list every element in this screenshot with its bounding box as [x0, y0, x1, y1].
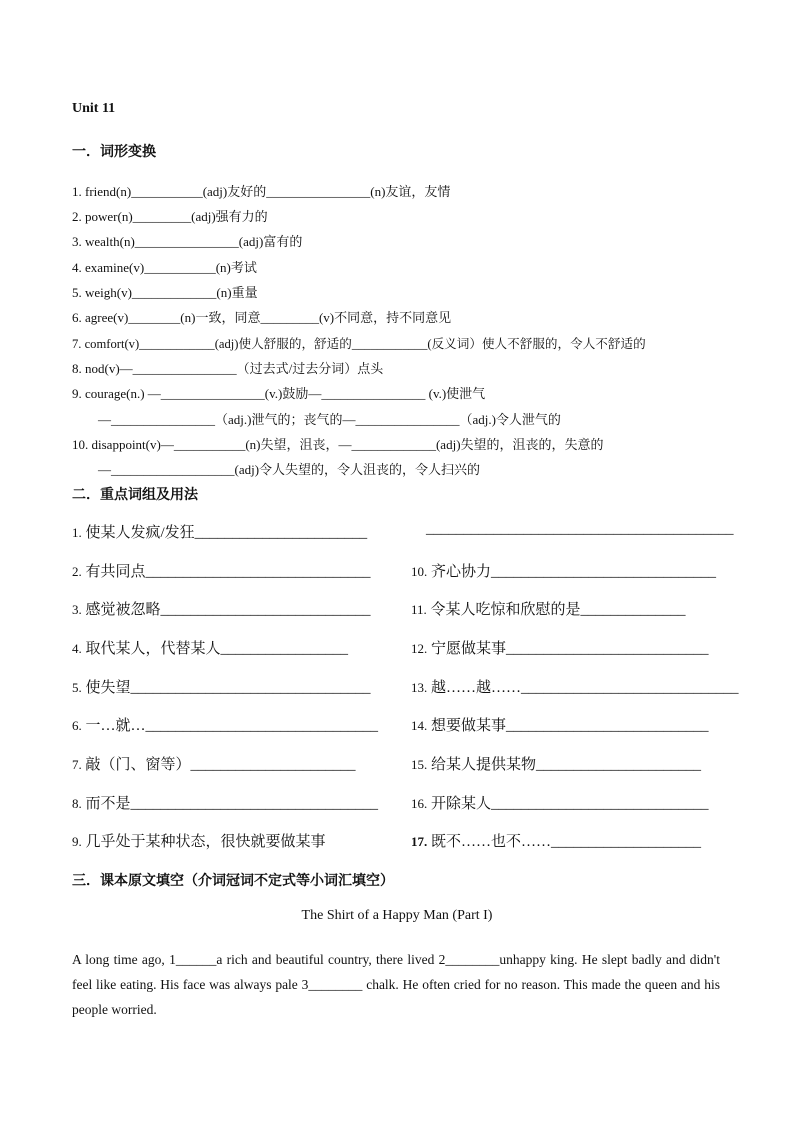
word-form-line: 1. friend(n)___________(adj)友好的________________(n)友谊，友情 [72, 184, 451, 199]
item-text: 既不……也不……____________________ [431, 834, 702, 850]
phrase-item [411, 676, 739, 697]
phrase-item [411, 714, 709, 735]
item-text: 令某人吃惊和欣慰的是______________ [430, 602, 686, 618]
phrase-item [72, 637, 348, 658]
item-number: 7. [72, 757, 82, 772]
word-form-line: 3. wealth(n)________________(adj)富有的 [72, 234, 303, 249]
phrase-item [411, 753, 701, 774]
passage-paragraph: A long time ago, 1______a rich and beautiful country, there lived 2________unhappy king. He slept badly and didn't feel like eating. His face was always pale 3________ chalk. He often cried for no reason. This made the queen and his people worried. [72, 952, 720, 1017]
item-number: 9. [72, 834, 82, 849]
item-number: 12. [411, 641, 428, 656]
item-text: 想要做某事___________________________ [431, 718, 709, 734]
phrase-item [72, 792, 378, 813]
section2-heading: 二．重点词组及用法 [72, 488, 198, 503]
word-form-line: 6. agree(v)________(n)一致，同意_________(v)不同意，持不同意见 [72, 310, 452, 325]
item-text: 有共同点______________________________ [85, 564, 371, 580]
phrase-item [72, 521, 367, 542]
item-text: 敲（门、窗等）______________________ [85, 757, 356, 773]
phrase-item [72, 598, 371, 619]
item-text: 使某人发疯/发狂_______________________ [85, 525, 368, 541]
phrase-item [72, 753, 356, 774]
item-text: 越……越……_____________________________ [431, 680, 739, 696]
item-number: 6. [72, 718, 82, 733]
word-form-line: 4. examine(v)___________(n)考试 [72, 260, 257, 275]
phrase-item [72, 830, 326, 851]
word-form-line: 2. power(n)_________(adj)强有力的 [72, 209, 268, 224]
item-number: 8. [72, 796, 82, 811]
phrase-item [72, 714, 378, 735]
word-form-line: 10. disappoint(v)—___________(n)失望，沮丧，—_____________(adj)失望的，沮丧的，失意的 [72, 437, 604, 452]
item-number: 2. [72, 564, 82, 579]
word-form-line: 9. courage(n.) —________________(v.)鼓励—________________ (v.)使泄气 [72, 386, 486, 401]
item-text: 感觉被忽略____________________________ [85, 602, 371, 618]
section3-heading: 三．课本原文填空（介词冠词不定式等小词汇填空） [72, 874, 394, 889]
phrase-item [72, 560, 371, 581]
passage-title: The Shirt of a Happy Man (Part I) [301, 908, 493, 923]
item-text: 几乎处于某种状态，很快就要做某事 [85, 834, 326, 850]
word-form-line: —___________________(adj)令人失望的，令人沮丧的，令人扫兴的 [98, 462, 481, 477]
item-text: 宁愿做某事___________________________ [431, 641, 709, 657]
item-number: 1. [72, 525, 82, 540]
word-form-line: 7. comfort(v)____________(adj)使人舒服的，舒适的____________(反义词）使人不舒服的，令人不舒适的 [72, 337, 646, 351]
item-number: 13. [411, 680, 428, 695]
word-form-line: 8. nod(v)—________________（过去式/过去分词）点头 [72, 361, 384, 376]
item-text: 取代某人，代替某人_________________ [85, 641, 349, 657]
phrase-item [411, 637, 709, 658]
item-text: 给某人提供某物______________________ [431, 757, 702, 773]
item-text: 一…就…_______________________________ [85, 718, 379, 734]
word-form-line: 5. weigh(v)_____________(n)重量 [72, 285, 258, 300]
phrase-item [411, 792, 709, 813]
item-number: 5. [72, 680, 82, 695]
item-number: 11. [411, 602, 427, 617]
item-number: 16. [411, 796, 428, 811]
item-text: 而不是_________________________________ [85, 796, 379, 812]
item-number: 15. [411, 757, 428, 772]
item-number: 14. [411, 718, 428, 733]
item-number: 17. [411, 834, 428, 849]
item-number: 3. [72, 602, 82, 617]
unit-title: Unit 11 [72, 101, 116, 116]
phrase-item [72, 676, 371, 697]
word-form-line: —________________（adj.)泄气的；丧气的—________________（adj.)令人泄气的 [98, 412, 561, 427]
phrase-item [411, 830, 701, 851]
item-text: 使失望________________________________ [85, 680, 371, 696]
item-text: _________________________________________ [426, 521, 734, 537]
item-number: 10. [411, 564, 428, 579]
item-number: 4. [72, 641, 82, 656]
item-text: 齐心协力______________________________ [431, 564, 717, 580]
phrase-item [426, 521, 734, 538]
section1-heading: 一．词形变换 [72, 145, 156, 160]
phrase-item [411, 560, 716, 581]
phrase-item [411, 598, 686, 619]
item-text: 开除某人_____________________________ [431, 796, 709, 812]
